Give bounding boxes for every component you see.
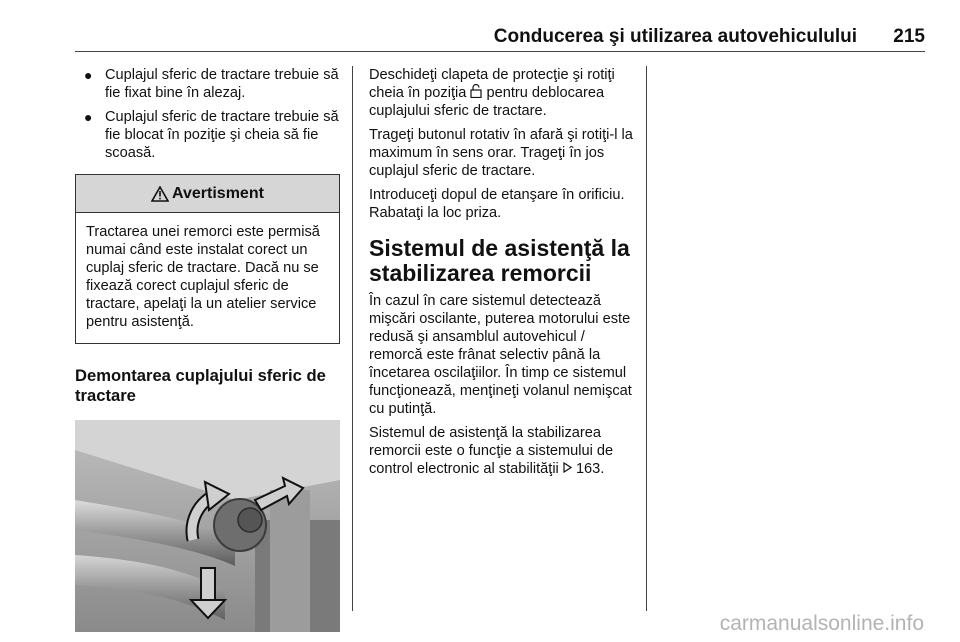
paragraph-pull-knob: Trageţi butonul rotativ în afară şi rotiţi-l la maximum în sens orar. Trageţi în jos cuplajul sferic de tractare. <box>369 127 633 179</box>
tow-ball-removal-illustration <box>75 420 340 632</box>
page-header <box>75 24 925 50</box>
subheading: Demontarea cuplajului sferic de tractare <box>75 366 326 405</box>
bullet-dot-icon: ● <box>84 67 93 83</box>
paragraph-system-description: Sistemul de asistenţă la stabilizarea remorcii este o funcţie a sistemului de control electronic al stabilităţii 163. <box>369 425 614 477</box>
page-number: 215 <box>893 26 925 47</box>
bullet-dot-icon: ● <box>84 109 93 125</box>
paragraph-seal-plug: Introduceţi dopul de etanşare în orificiu. Rabataţi la loc priza. <box>369 187 625 221</box>
paragraph-system-operation: În cazul în care sistemul detectează mişcări oscilante, puterea motorului este redusă şi ansamblul autovehicul / remorcă este frânat selectiv până la încetarea oscilaţiilor. În timp ce sistemul funcţionează, menţineţi volanul nemişcat cu putinţă. <box>369 293 632 417</box>
paragraph-unlock: Deschideţi clapeta de protecţie şi rotiţi cheia în poziţia pentru deblocarea cuplajului sferic de tractare. <box>369 67 615 119</box>
warning-triangle-icon <box>151 186 169 202</box>
page-reference-icon <box>563 462 572 473</box>
middle-column <box>369 66 637 484</box>
bullet-list <box>75 66 340 162</box>
section-heading: Sistemul de asistenţă la stabilizarea remorcii <box>369 235 630 286</box>
unlocked-padlock-icon <box>470 84 482 98</box>
reference-page[interactable]: 163. <box>575 461 605 477</box>
left-column <box>75 66 340 632</box>
warning-header <box>76 175 339 213</box>
bullet-item: ● Cuplajul sferic de tractare trebuie să fie blocat în poziţie şi cheia să fie scoasă. <box>84 109 339 161</box>
warning-box <box>75 174 340 344</box>
header-title: Conducerea şi utilizarea autovehiculului <box>493 26 857 47</box>
bullet-item: ● Cuplajul sferic de tractare trebuie să fie fixat bine în alezaj. <box>84 67 339 101</box>
warning-title: Avertisment <box>172 184 264 202</box>
watermark: carmanualsonline.info <box>719 612 924 635</box>
column-divider <box>352 66 353 611</box>
header-rule <box>75 51 925 52</box>
column-divider <box>646 66 647 611</box>
warning-body: Tractarea unei remorci este permisă numai când este instalat corect un cuplaj sferic de tractare. Dacă nu se fixează corect cuplajul sferic de tractare, apelaţi la un atelier service pentru asistenţă. <box>86 224 320 330</box>
